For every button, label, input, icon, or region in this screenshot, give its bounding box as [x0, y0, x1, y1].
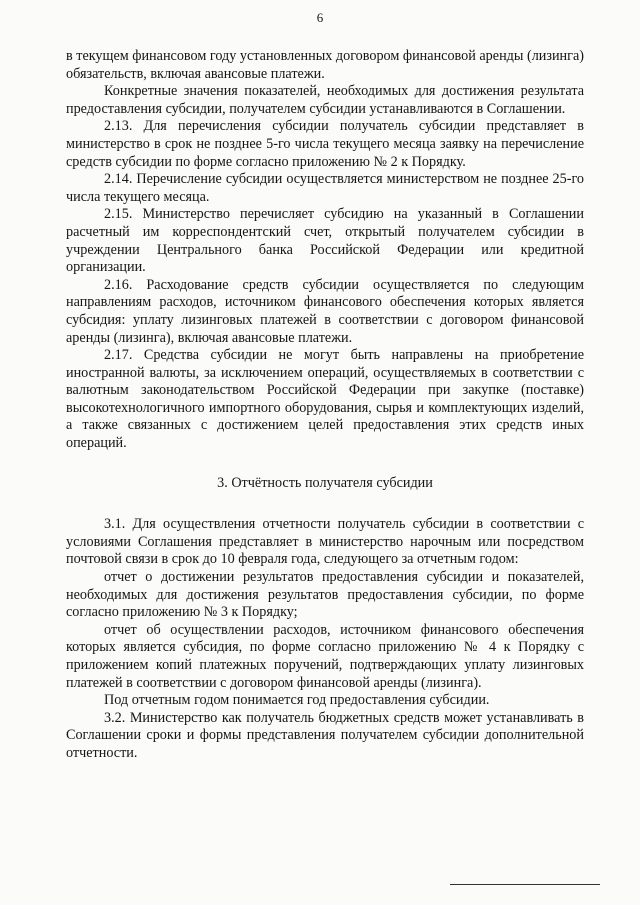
- paragraph-2-14: 2.14. Перечисление субсидии осуществляется министерством не позднее 25-го числа текущего месяца.: [66, 171, 584, 205]
- paragraph-3-2: 3.2. Министерство как получатель бюджетных средств может устанавливать в Соглашении сроки и формы представления получателем субсидии дополнительной отчетности.: [66, 709, 584, 761]
- paragraph-report-results: отчет о достижении результатов предоставления субсидии и показателей, необходимых для достижения результатов предоставления субсидии, по форме согласно приложению № 3 к Порядку;: [66, 569, 584, 621]
- paragraph-2-17: 2.17. Средства субсидии не могут быть направлены на приобретение иностранной валюты, за исключением операций, осуществляемых в соответствии с валютным законодательством Российской Федерации при закупке (поставке) высокотехнологичного импортного оборудования, сырья и комплектующих изделий, а также связанных с достижением целей предоставления этих средств иных операций.: [66, 347, 584, 452]
- paragraph-report-expenses: отчет об осуществлении расходов, источником финансового обеспечения которых является субсидия, по форме согласно приложению № 4 к Порядку с приложением копий платежных поручений, подтверждающих уплату лизинговых платежей в соответствии с договором финансовой аренды (лизинга).: [66, 621, 584, 691]
- paragraph-continuation: в текущем финансовом году установленных договором финансовой аренды (лизинга) обязательств, включая авансовые платежи.: [66, 48, 584, 82]
- paragraph-2-16: 2.16. Расходование средств субсидии осуществляется по следующим направлениям расходов, источником финансового обеспечения которых является субсидия: уплату лизинговых платежей в соответствии с договором финансовой аренды (лизинга), включая авансовые платежи.: [66, 276, 584, 346]
- paragraph-indicators: Конкретные значения показателей, необходимых для достижения результата предоставления субсидии, получателем субсидии устанавливаются в Соглашении.: [66, 83, 584, 117]
- document-body: [66, 48, 584, 763]
- page-number: 6: [316, 10, 324, 25]
- footer-divider: [450, 884, 600, 885]
- section-title: 3. Отчётность получателя субсидии: [217, 474, 433, 491]
- paragraph-reporting-year: Под отчетным годом понимается год предоставления субсидии.: [104, 692, 490, 709]
- paragraph-3-1: 3.1. Для осуществления отчетности получатель субсидии в соответствии с условиями Соглашения представляет в министерство нарочным или посредством почтовой связи в срок до 10 февраля года, следующего за отчетным годом:: [66, 516, 584, 568]
- paragraph-2-15: 2.15. Министерство перечисляет субсидию на указанный в Соглашении расчетный им корреспондентский счет, открытый получателем субсидии в учреждении Центрального банка Российской Федерации или кредитной организации.: [66, 206, 584, 276]
- paragraph-2-13: 2.13. Для перечисления субсидии получатель субсидии представляет в министерство в срок не позднее 5-го числа текущего месяца заявку на перечисление средств субсидии по форме согласно приложению № 2 к Порядку.: [66, 118, 584, 170]
